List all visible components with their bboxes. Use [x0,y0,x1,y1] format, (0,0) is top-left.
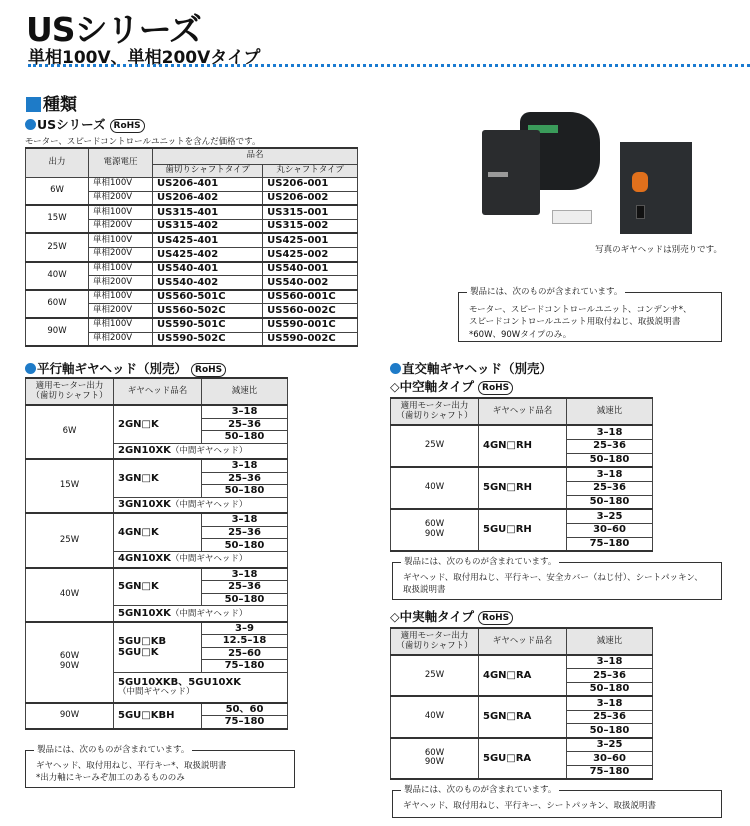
ratio-cell: 50–180 [202,539,288,552]
diamond-icon: ◇ [390,609,400,624]
cell-line: 60W [424,747,445,758]
output-cell [26,568,114,622]
cell-line: 25W [424,440,445,451]
right-angle-gearhead-heading [390,359,552,377]
section-heading [26,90,77,115]
gearhead-cell [479,425,567,467]
ratio-cell: 3–18 [567,425,653,439]
table-row [26,405,288,418]
output-cell: 6W [26,177,89,205]
ratio-cell: 75–180 [202,660,288,673]
power-switch [636,205,645,219]
output-cell: 40W [26,262,89,290]
header-toothed-shaft: 歯切りシャフトタイプ [153,164,263,177]
cell-line: 5GU□RA [483,752,532,764]
dotted-divider [28,64,750,67]
ratio-cell: 30–60 [567,752,653,766]
output-cell [391,509,479,551]
heading-text: USシリーズ [37,117,106,132]
photo-caption: 写真のギヤヘッドは別売りです。 [595,245,722,255]
ratio-cell: 25–36 [202,418,288,431]
gearhead-cell [114,459,202,497]
cell-line: 2GN□K [118,418,159,430]
output-cell [391,738,479,779]
bullet-icon [390,363,401,374]
header-line: 適用モーター出力 [35,380,104,391]
ratio-cell: 50–180 [202,431,288,444]
cell-line: 4GN□RH [483,440,533,452]
output-cell: 15W [26,205,89,233]
header-round-shaft: 丸シャフトタイプ [263,164,358,177]
output-cell: 60W [26,290,89,318]
note-line: *60W、90Wタイプのみ。 [469,329,572,340]
solid-shaft-heading [390,607,513,625]
intermediate-gearhead: 2GN10XK [118,445,171,457]
output-cell [26,513,114,567]
header-output: 出力 [26,148,89,177]
header-line: （歯切りシャフト） [396,410,473,421]
intermediate-gearhead-cell [114,443,288,459]
round-part-number: US540-002 [263,276,358,290]
round-part-number: US560-002C [263,304,358,318]
gearhead-cell [479,509,567,551]
ratio-cell: 3–9 [202,622,288,635]
connector [552,210,592,224]
gearhead-cell [479,738,567,779]
cell-line: 40W [59,588,80,599]
table-row [26,459,288,472]
ratio-cell: 3–18 [202,568,288,581]
cell-line: 60W [59,651,80,662]
voltage-cell: 単相100V [89,177,153,191]
ratio-cell: 50–180 [567,495,653,509]
header-line: （歯切りシャフト） [396,640,473,651]
ratio-cell: 75–180 [202,716,288,729]
toothed-part-number: US315-401 [153,205,263,219]
rohs-badge: RoHS [191,363,226,377]
heading-text: 中実軸タイプ [399,609,475,624]
round-part-number: US540-001 [263,262,358,276]
cell-line: 5GU□KBH [118,709,175,721]
table-row [391,655,653,669]
gearhead-cell [479,696,567,737]
us-included-note [458,287,722,342]
round-part-number: US206-002 [263,191,358,205]
intermediate-gearhead: 5GU10XKB、5GU10XK [118,676,241,688]
cell-line: 5GU□KB [118,635,167,647]
table-row [391,696,653,710]
ratio-cell: 30–60 [567,523,653,537]
header-voltage: 電源電圧 [89,148,153,177]
voltage-cell: 単相100V [89,205,153,219]
intermediate-gearhead: 4GN10XK [118,553,171,565]
ratio-cell: 50–180 [567,724,653,738]
cell-line: 3GN□K [118,472,159,484]
hollow-included-note [392,557,722,600]
table-row [26,177,358,191]
rohs-badge: RoHS [478,611,513,625]
note-title: 製品には、次のものが含まれています。 [401,784,559,796]
intermediate-note: （中間ギヤヘッド） [118,687,195,698]
voltage-cell: 単相200V [89,191,153,205]
rohs-badge: RoHS [110,119,145,133]
cell-line: 5GU□K [118,647,159,659]
ratio-cell: 50、60 [202,703,288,716]
header-gearhead: ギヤヘッド品名 [479,628,567,655]
solid-included-note [392,785,722,818]
note-line: 取扱説明書 [403,585,446,596]
cell-line: 4GN□RA [483,669,532,681]
gearhead-cell [114,622,202,673]
intermediate-gearhead: 3GN10XK [118,499,171,511]
output-cell: 25W [26,233,89,261]
ratio-cell: 3–25 [567,509,653,523]
page-subtitle: 単相100V、単相200Vタイプ [28,48,261,68]
hollow-shaft-heading [390,377,513,395]
table-row [26,290,358,304]
header-line: （歯切りシャフト） [31,390,108,401]
cell-line: 4GN□K [118,526,159,538]
ratio-cell: 3–18 [202,459,288,472]
table-row [26,262,358,276]
us-series-caption: モーター、スピードコントロールユニットを含んだ価格です。 [25,137,261,147]
ratio-cell: 25–36 [567,669,653,683]
toothed-part-number: US540-401 [153,262,263,276]
intermediate-gearhead-cell [114,552,288,568]
cell-line: 60W [424,519,445,530]
ratio-cell: 50–180 [202,593,288,606]
note-line: スピードコントロールユニット用取付ねじ、取扱説明書 [469,317,681,328]
cell-line: 90W [59,661,80,672]
voltage-cell: 単相100V [89,318,153,332]
heading-text: 平行軸ギヤヘッド（別売） [37,361,188,376]
cell-line: 5GN□RA [483,711,532,723]
motor-shaft [488,172,508,177]
table-row [391,738,653,752]
gearhead-cell [479,655,567,696]
voltage-cell: 単相200V [89,332,153,346]
output-cell [391,425,479,467]
round-part-number: US560-001C [263,290,358,304]
round-part-number: US425-001 [263,233,358,247]
heading-text: 直交軸ギヤヘッド（別売） [402,361,553,376]
output-cell [26,405,114,459]
cell-line: 40W [424,482,445,493]
solid-shaft-table [390,627,653,780]
table-row [26,622,288,635]
cell-line: 25W [59,534,80,545]
toothed-part-number: US540-402 [153,276,263,290]
toothed-part-number: US560-501C [153,290,263,304]
header-motor-output [391,628,479,655]
section-heading-text: 種類 [43,95,77,115]
gearhead-cell [114,405,202,443]
ratio-cell: 50–180 [202,485,288,498]
gearhead-cell [479,467,567,509]
note-title: 製品には、次のものが含まれています。 [34,744,192,756]
output-cell: 90W [26,318,89,346]
ratio-cell: 75–180 [567,765,653,779]
intermediate-gearhead-cell [114,606,288,622]
output-cell [26,459,114,513]
table-row [26,233,358,247]
cell-line: 25W [424,669,445,680]
ratio-cell: 50–180 [567,453,653,467]
round-part-number: US315-002 [263,219,358,233]
toothed-part-number: US560-502C [153,304,263,318]
gearhead-cell [114,513,202,551]
toothed-part-number: US206-401 [153,177,263,191]
note-line: ギヤヘッド、取付用ねじ、平行キー*、取扱説明書 [36,761,227,771]
rohs-badge: RoHS [478,381,513,395]
ratio-cell: 25–36 [567,439,653,453]
ratio-cell: 3–25 [567,738,653,752]
cell-line: 40W [424,711,445,722]
voltage-cell: 単相200V [89,247,153,261]
ratio-cell: 3–18 [567,696,653,710]
cell-line: 5GN□RH [483,482,533,494]
square-bullet-icon [26,97,41,112]
ratio-cell: 25–36 [567,481,653,495]
us-series-heading [25,115,145,133]
voltage-cell: 単相200V [89,219,153,233]
header-ratio: 減速比 [202,378,288,405]
intermediate-gearhead-cell [114,497,288,513]
table-row [391,509,653,523]
output-cell [26,703,114,729]
hollow-shaft-table [390,397,653,552]
gearhead-cell [114,568,202,606]
round-part-number: US206-001 [263,177,358,191]
round-part-number: US590-002C [263,332,358,346]
voltage-cell: 単相200V [89,276,153,290]
ratio-cell: 3–18 [202,405,288,418]
cell-line: 5GU□RH [483,524,532,536]
cell-line: 6W [62,426,77,437]
cell-line: 90W [424,757,445,768]
ratio-cell: 12.5–18 [202,635,288,648]
toothed-part-number: US206-402 [153,191,263,205]
ratio-cell: 25–60 [202,647,288,660]
intermediate-note: （中間ギヤヘッド） [170,554,248,565]
round-part-number: US590-001C [263,318,358,332]
speed-knob [632,172,648,192]
ratio-cell: 25–36 [202,472,288,485]
round-part-number: US315-001 [263,205,358,219]
bullet-icon [25,119,36,130]
ratio-cell: 25–36 [567,710,653,724]
page-title: USシリーズ [26,10,201,49]
product-photo [470,100,710,238]
ratio-cell: 25–36 [202,526,288,539]
ratio-cell: 3–18 [567,655,653,669]
intermediate-gearhead-cell [114,673,288,703]
gearhead-cell [114,703,202,729]
intermediate-note: （中間ギヤヘッド） [170,608,248,619]
table-row [26,703,288,716]
table-row [26,513,288,526]
parallel-gearhead-heading [25,359,226,377]
toothed-part-number: US425-401 [153,233,263,247]
intermediate-note: （中間ギヤヘッド） [170,446,248,457]
cell-line: 90W [59,709,80,720]
toothed-part-number: US590-502C [153,332,263,346]
parallel-gearhead-table [25,377,288,730]
heading-text: 中空軸タイプ [399,379,475,394]
ratio-cell: 25–36 [202,581,288,594]
table-row [26,205,358,219]
toothed-part-number: US315-402 [153,219,263,233]
voltage-cell: 単相100V [89,290,153,304]
intermediate-note: （中間ギヤヘッド） [170,500,248,511]
round-part-number: US425-002 [263,247,358,261]
ratio-cell: 50–180 [567,683,653,697]
output-cell [26,622,114,703]
note-line: モーター、スピードコントロールユニット、コンデンサ*、 [469,305,692,315]
note-title: 製品には、次のものが含まれています。 [401,556,559,568]
diamond-icon: ◇ [390,379,400,394]
toothed-part-number: US425-402 [153,247,263,261]
us-series-table [25,147,358,347]
ratio-cell: 75–180 [567,537,653,551]
note-line: ギヤヘッド、取付用ねじ、平行キー、シートパッキン、取扱説明書 [403,801,656,811]
bullet-icon [25,363,36,374]
note-line: *出力軸にキーみぞ加工のあるもののみ [36,773,185,784]
speed-control-unit [620,142,692,234]
toothed-part-number: US590-501C [153,318,263,332]
cell-line: 15W [59,480,80,491]
header-line: 適用モーター出力 [400,630,469,641]
output-cell [391,696,479,737]
header-line: 適用モーター出力 [400,400,469,411]
header-part-name: 品名 [153,148,358,164]
header-ratio: 減速比 [567,628,653,655]
ratio-cell: 3–18 [202,513,288,526]
intermediate-gearhead: 5GN10XK [118,607,171,619]
table-row [391,467,653,481]
output-cell [391,655,479,696]
voltage-cell: 単相200V [89,304,153,318]
table-row [26,568,288,581]
header-motor-output [26,378,114,405]
ratio-cell: 3–18 [567,467,653,481]
voltage-cell: 単相100V [89,262,153,276]
header-motor-output [391,398,479,425]
parallel-included-note [25,745,295,788]
header-gearhead: ギヤヘッド品名 [114,378,202,405]
note-line: ギヤヘッド、取付用ねじ、平行キー、安全カバー（ねじ付）、シートパッキン、 [403,573,703,583]
voltage-cell: 単相100V [89,233,153,247]
table-row [26,318,358,332]
header-ratio: 減速比 [567,398,653,425]
output-cell [391,467,479,509]
cell-line: 90W [424,529,445,539]
header-gearhead: ギヤヘッド品名 [479,398,567,425]
cell-line: 5GN□K [118,581,159,593]
note-title: 製品には、次のものが含まれています。 [467,286,625,298]
table-row [391,425,653,439]
